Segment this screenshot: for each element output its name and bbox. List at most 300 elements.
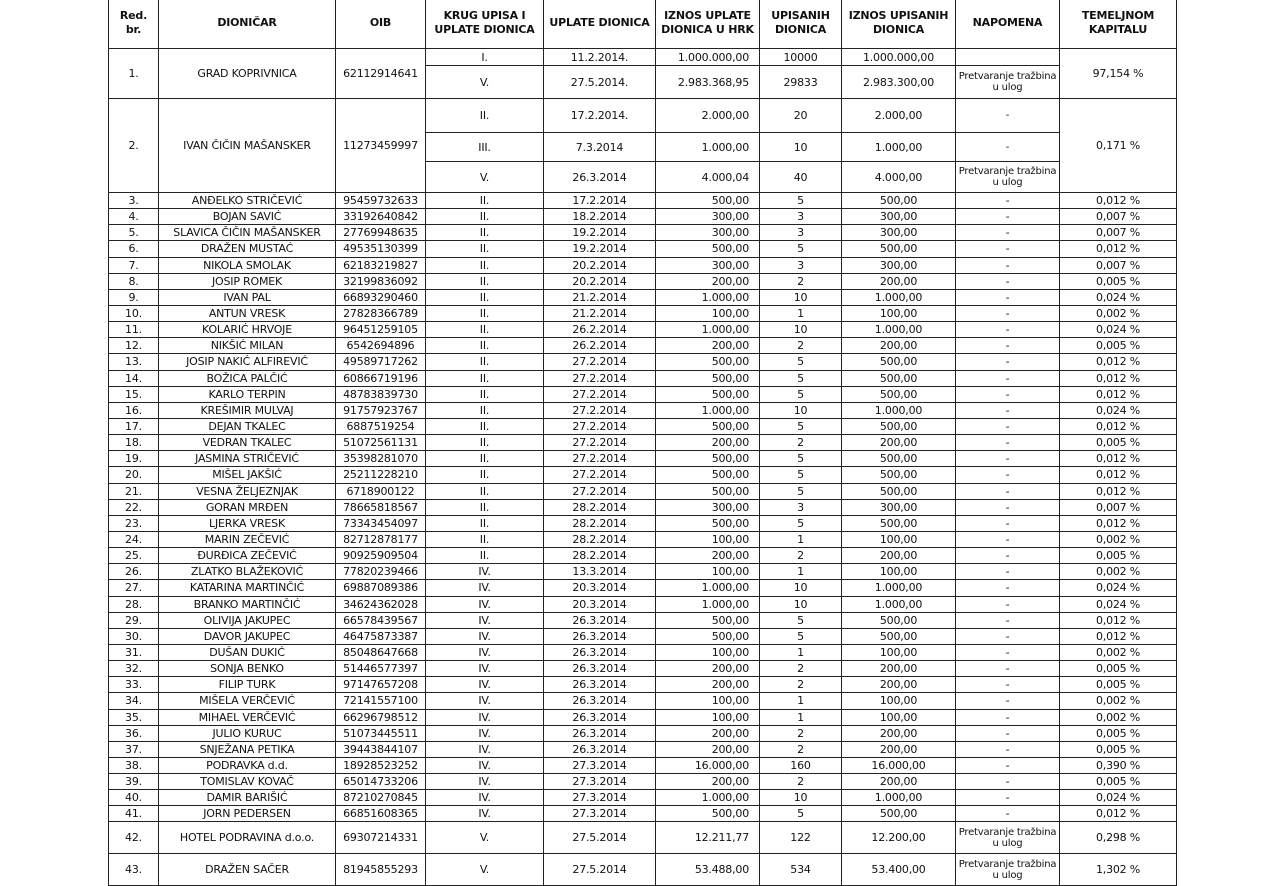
round-cell: II. (426, 418, 544, 434)
row-number: 15. (109, 386, 159, 402)
shares-amount-cell: 500,00 (842, 483, 956, 499)
oib-cell: 51446577397 (336, 661, 426, 677)
header-row (109, 0, 1177, 49)
row-number: 5. (109, 225, 159, 241)
header-datum: UPLATE DIONICA (544, 0, 656, 49)
payment-date-cell: 21.2.2014 (544, 305, 656, 321)
oib-cell: 49589717262 (336, 354, 426, 370)
capital-share-cell: 0,007 % (1060, 257, 1177, 273)
capital-share-cell: 0,005 % (1060, 548, 1177, 564)
payment-date-cell: 26.3.2014 (544, 709, 656, 725)
oib-cell: 51073445511 (336, 725, 426, 741)
note-cell: - (956, 774, 1060, 790)
capital-share-cell: 0,005 % (1060, 338, 1177, 354)
table-row (109, 548, 1177, 564)
shareholder-name: ĐURĐICA ZEČEVIĆ (159, 548, 336, 564)
payment-amount-cell: 200,00 (656, 741, 760, 757)
shares-amount-cell: 100,00 (842, 709, 956, 725)
capital-share-cell: 0,024 % (1060, 289, 1177, 305)
note-cell: - (956, 548, 1060, 564)
row-number: 31. (109, 644, 159, 660)
capital-share-cell: 0,007 % (1060, 225, 1177, 241)
capital-share-cell: 0,005 % (1060, 725, 1177, 741)
round-cell: II. (426, 483, 544, 499)
oib-cell: 6542694896 (336, 338, 426, 354)
shareholder-name: MIŠEL JAKŠIĆ (159, 467, 336, 483)
shares-amount-cell: 300,00 (842, 257, 956, 273)
oib-cell: 69887089386 (336, 580, 426, 596)
table-row (109, 644, 1177, 660)
table-row (109, 273, 1177, 289)
table-row (109, 99, 1177, 133)
row-number: 37. (109, 741, 159, 757)
payment-date-cell: 27.5.2014. (544, 66, 656, 99)
round-cell: IV. (426, 661, 544, 677)
shareholder-name: MARIN ZEČEVIĆ (159, 531, 336, 547)
payment-date-cell: 26.3.2014 (544, 741, 656, 757)
table-row (109, 774, 1177, 790)
payment-amount-cell: 1.000,00 (656, 133, 760, 162)
table-row (109, 386, 1177, 402)
round-cell: II. (426, 225, 544, 241)
oib-cell: 78665818567 (336, 499, 426, 515)
note-cell: - (956, 725, 1060, 741)
shares-amount-cell: 1.000,00 (842, 596, 956, 612)
oib-cell: 87210270845 (336, 790, 426, 806)
payment-amount-cell: 500,00 (656, 612, 760, 628)
oib-cell: 72141557100 (336, 693, 426, 709)
note-cell: - (956, 644, 1060, 660)
shares-count-cell: 2 (760, 661, 842, 677)
payment-date-cell: 27.3.2014 (544, 757, 656, 773)
row-number: 6. (109, 241, 159, 257)
shareholder-name: ZLATKO BLAŽEKOVIĆ (159, 564, 336, 580)
payment-amount-cell: 1.000,00 (656, 790, 760, 806)
table-row (109, 451, 1177, 467)
oib-cell: 96451259105 (336, 322, 426, 338)
payment-amount-cell: 500,00 (656, 241, 760, 257)
shareholder-name: ANĐELKO STRIČEVIĆ (159, 193, 336, 209)
shares-amount-cell: 200,00 (842, 725, 956, 741)
capital-share-cell: 0,005 % (1060, 741, 1177, 757)
shares-count-cell: 10 (760, 402, 842, 418)
shareholder-name: DAMIR BARIŠIĆ (159, 790, 336, 806)
note-cell: - (956, 289, 1060, 305)
note-cell: - (956, 225, 1060, 241)
shares-amount-cell: 200,00 (842, 435, 956, 451)
oib-cell: 60866719196 (336, 370, 426, 386)
note-cell: - (956, 467, 1060, 483)
shareholder-name: DUŠAN DUKIĆ (159, 644, 336, 660)
capital-share-cell: 97,154 % (1060, 49, 1177, 99)
table-row (109, 612, 1177, 628)
shares-count-cell: 29833 (760, 66, 842, 99)
shareholder-name: KOLARIĆ HRVOJE (159, 322, 336, 338)
round-cell: V. (426, 162, 544, 193)
row-number: 36. (109, 725, 159, 741)
shares-amount-cell: 1.000,00 (842, 133, 956, 162)
shares-amount-cell: 500,00 (842, 806, 956, 822)
shareholder-name: JOSIP NAKIĆ ALFIREVIĆ (159, 354, 336, 370)
shareholder-name: JOSIP ROMEK (159, 273, 336, 289)
round-cell: IV. (426, 677, 544, 693)
payment-date-cell: 27.2.2014 (544, 386, 656, 402)
shares-amount-cell: 2.000,00 (842, 99, 956, 133)
oib-cell: 27769948635 (336, 225, 426, 241)
shareholder-name: SONJA BENKO (159, 661, 336, 677)
payment-amount-cell: 200,00 (656, 661, 760, 677)
capital-share-cell: 0,002 % (1060, 644, 1177, 660)
round-cell: II. (426, 305, 544, 321)
oib-cell: 91757923767 (336, 402, 426, 418)
shares-count-cell: 1 (760, 693, 842, 709)
round-cell: I. (426, 49, 544, 66)
shares-count-cell: 1 (760, 531, 842, 547)
row-number: 20. (109, 467, 159, 483)
shares-count-cell: 122 (760, 822, 842, 854)
payment-amount-cell: 53.488,00 (656, 854, 760, 886)
capital-share-cell: 0,007 % (1060, 209, 1177, 225)
payment-date-cell: 27.3.2014 (544, 790, 656, 806)
payment-date-cell: 7.3.2014 (544, 133, 656, 162)
header-red-br: Red. br. (109, 0, 159, 49)
row-number: 3. (109, 193, 159, 209)
round-cell: IV. (426, 596, 544, 612)
oib-cell: 33192640842 (336, 209, 426, 225)
oib-cell: 46475873387 (336, 628, 426, 644)
shares-amount-cell: 100,00 (842, 564, 956, 580)
shareholder-name: KREŠIMIR MULVAJ (159, 402, 336, 418)
note-cell: - (956, 709, 1060, 725)
note-cell: - (956, 531, 1060, 547)
capital-share-cell: 1,302 % (1060, 854, 1177, 886)
round-cell: II. (426, 241, 544, 257)
payment-amount-cell: 500,00 (656, 354, 760, 370)
shareholder-name: PODRAVKA d.d. (159, 757, 336, 773)
shareholder-name: DEJAN TKALEC (159, 418, 336, 434)
shares-count-cell: 5 (760, 515, 842, 531)
row-number: 13. (109, 354, 159, 370)
table-row (109, 418, 1177, 434)
row-number: 9. (109, 289, 159, 305)
round-cell: II. (426, 531, 544, 547)
note-cell: - (956, 564, 1060, 580)
shareholder-name: VEDRAN TKALEC (159, 435, 336, 451)
shareholder-name: DRAŽEN MUSTAĆ (159, 241, 336, 257)
note-cell: - (956, 209, 1060, 225)
shares-count-cell: 10 (760, 790, 842, 806)
capital-share-cell: 0,024 % (1060, 322, 1177, 338)
shares-amount-cell: 1.000,00 (842, 580, 956, 596)
header-udio: TEMELJNOM KAPITALU (1060, 0, 1177, 49)
table-row (109, 241, 1177, 257)
shares-count-cell: 3 (760, 499, 842, 515)
note-cell: Pretvaranje tražbina u ulog (956, 854, 1060, 886)
round-cell: II. (426, 322, 544, 338)
note-cell: - (956, 580, 1060, 596)
row-number: 29. (109, 612, 159, 628)
note-cell: - (956, 515, 1060, 531)
shares-count-cell: 5 (760, 628, 842, 644)
row-number: 39. (109, 774, 159, 790)
oib-cell: 6887519254 (336, 418, 426, 434)
capital-share-cell: 0,390 % (1060, 757, 1177, 773)
round-cell: IV. (426, 757, 544, 773)
shares-count-cell: 5 (760, 451, 842, 467)
round-cell: II. (426, 193, 544, 209)
row-number: 22. (109, 499, 159, 515)
table-row (109, 305, 1177, 321)
capital-share-cell: 0,005 % (1060, 273, 1177, 289)
round-cell: II. (426, 289, 544, 305)
round-cell: IV. (426, 806, 544, 822)
shares-count-cell: 5 (760, 370, 842, 386)
shares-amount-cell: 100,00 (842, 693, 956, 709)
shares-amount-cell: 200,00 (842, 677, 956, 693)
table-row (109, 322, 1177, 338)
capital-share-cell: 0,024 % (1060, 402, 1177, 418)
row-number: 8. (109, 273, 159, 289)
payment-amount-cell: 500,00 (656, 483, 760, 499)
payment-date-cell: 28.2.2014 (544, 548, 656, 564)
oib-cell: 32199836092 (336, 273, 426, 289)
shares-count-cell: 10 (760, 596, 842, 612)
shareholder-name: BOŽICA PALČIĆ (159, 370, 336, 386)
note-cell: - (956, 628, 1060, 644)
round-cell: IV. (426, 580, 544, 596)
table-row (109, 49, 1177, 66)
capital-share-cell: 0,002 % (1060, 709, 1177, 725)
table-row (109, 289, 1177, 305)
table-row (109, 628, 1177, 644)
row-number: 27. (109, 580, 159, 596)
capital-share-cell: 0,012 % (1060, 418, 1177, 434)
row-number: 11. (109, 322, 159, 338)
payment-amount-cell: 500,00 (656, 628, 760, 644)
note-cell: - (956, 354, 1060, 370)
table-row (109, 757, 1177, 773)
row-number: 17. (109, 418, 159, 434)
row-number: 10. (109, 305, 159, 321)
table-row (109, 467, 1177, 483)
shareholder-name: BRANKO MARTINČIĆ (159, 596, 336, 612)
shares-amount-cell: 200,00 (842, 273, 956, 289)
payment-date-cell: 20.2.2014 (544, 273, 656, 289)
payment-date-cell: 17.2.2014. (544, 99, 656, 133)
table-row (109, 709, 1177, 725)
shareholder-name: VESNA ŽELJEZNJAK (159, 483, 336, 499)
shares-count-cell: 2 (760, 435, 842, 451)
oib-cell: 66296798512 (336, 709, 426, 725)
shareholder-table (108, 0, 1177, 886)
shares-amount-cell: 200,00 (842, 741, 956, 757)
capital-share-cell: 0,012 % (1060, 483, 1177, 499)
payment-amount-cell: 100,00 (656, 305, 760, 321)
note-cell: - (956, 322, 1060, 338)
payment-amount-cell: 1.000,00 (656, 322, 760, 338)
oib-cell: 51072561131 (336, 435, 426, 451)
shareholder-name: SLAVICA ČIČIN MAŠANSKER (159, 225, 336, 241)
note-cell: - (956, 402, 1060, 418)
shareholder-name: IVAN PAL (159, 289, 336, 305)
payment-amount-cell: 100,00 (656, 709, 760, 725)
table-row (109, 596, 1177, 612)
capital-share-cell: 0,171 % (1060, 99, 1177, 193)
payment-amount-cell: 1.000,00 (656, 596, 760, 612)
shareholder-name: FILIP TURK (159, 677, 336, 693)
note-cell: - (956, 338, 1060, 354)
row-number: 32. (109, 661, 159, 677)
shareholder-name: JASMINA STRIČEVIĆ (159, 451, 336, 467)
row-number: 4. (109, 209, 159, 225)
shares-amount-cell: 500,00 (842, 467, 956, 483)
round-cell: II. (426, 467, 544, 483)
shares-count-cell: 5 (760, 241, 842, 257)
shares-amount-cell: 500,00 (842, 515, 956, 531)
capital-share-cell: 0,007 % (1060, 499, 1177, 515)
table-row (109, 741, 1177, 757)
oib-cell: 27828366789 (336, 305, 426, 321)
shares-count-cell: 1 (760, 305, 842, 321)
shareholder-name: DRAŽEN SAČER (159, 854, 336, 886)
table-row (109, 435, 1177, 451)
shares-amount-cell: 500,00 (842, 451, 956, 467)
shareholder-name: MIHAEL VERČEVIĆ (159, 709, 336, 725)
round-cell: IV. (426, 709, 544, 725)
shares-count-cell: 2 (760, 338, 842, 354)
note-cell: - (956, 305, 1060, 321)
shares-amount-cell: 200,00 (842, 548, 956, 564)
header-iznos-upisanih: IZNOS UPISANIH DIONICA (842, 0, 956, 49)
round-cell: II. (426, 451, 544, 467)
capital-share-cell: 0,012 % (1060, 628, 1177, 644)
oib-cell: 39443844107 (336, 741, 426, 757)
oib-cell: 62112914641 (336, 49, 426, 99)
payment-amount-cell: 100,00 (656, 531, 760, 547)
oib-cell: 69307214331 (336, 822, 426, 854)
shares-count-cell: 1 (760, 564, 842, 580)
row-number: 43. (109, 854, 159, 886)
payment-date-cell: 27.5.2014 (544, 822, 656, 854)
round-cell: II. (426, 354, 544, 370)
round-cell: II. (426, 257, 544, 273)
round-cell: IV. (426, 564, 544, 580)
capital-share-cell: 0,012 % (1060, 612, 1177, 628)
round-cell: II. (426, 273, 544, 289)
payment-amount-cell: 2.983.368,95 (656, 66, 760, 99)
payment-date-cell: 27.2.2014 (544, 354, 656, 370)
oib-cell: 62183219827 (336, 257, 426, 273)
note-cell: - (956, 386, 1060, 402)
payment-date-cell: 27.2.2014 (544, 467, 656, 483)
shareholder-name: NIKŠIĆ MILAN (159, 338, 336, 354)
payment-amount-cell: 500,00 (656, 806, 760, 822)
payment-date-cell: 27.2.2014 (544, 451, 656, 467)
shares-count-cell: 3 (760, 225, 842, 241)
shares-amount-cell: 53.400,00 (842, 854, 956, 886)
payment-date-cell: 27.3.2014 (544, 774, 656, 790)
row-number: 42. (109, 822, 159, 854)
payment-amount-cell: 200,00 (656, 548, 760, 564)
round-cell: IV. (426, 612, 544, 628)
note-cell: - (956, 99, 1060, 133)
shares-count-cell: 10 (760, 289, 842, 305)
table-row (109, 725, 1177, 741)
shareholder-name: KARLO TERPIN (159, 386, 336, 402)
table-row (109, 822, 1177, 854)
payment-date-cell: 26.2.2014 (544, 322, 656, 338)
round-cell: II. (426, 515, 544, 531)
note-cell: - (956, 435, 1060, 451)
shares-count-cell: 5 (760, 467, 842, 483)
shares-count-cell: 5 (760, 386, 842, 402)
payment-amount-cell: 500,00 (656, 193, 760, 209)
round-cell: V. (426, 854, 544, 886)
row-number: 41. (109, 806, 159, 822)
shares-amount-cell: 500,00 (842, 418, 956, 434)
payment-amount-cell: 200,00 (656, 338, 760, 354)
note-cell: Pretvaranje tražbina u ulog (956, 822, 1060, 854)
payment-amount-cell: 200,00 (656, 725, 760, 741)
note-cell (956, 49, 1060, 66)
oib-cell: 97147657208 (336, 677, 426, 693)
oib-cell: 35398281070 (336, 451, 426, 467)
row-number: 23. (109, 515, 159, 531)
capital-share-cell: 0,002 % (1060, 564, 1177, 580)
row-number: 35. (109, 709, 159, 725)
round-cell: II. (426, 99, 544, 133)
shareholder-name: IVAN ČIČIN MAŠANSKER (159, 99, 336, 193)
capital-share-cell: 0,012 % (1060, 370, 1177, 386)
round-cell: II. (426, 209, 544, 225)
payment-date-cell: 26.3.2014 (544, 725, 656, 741)
capital-share-cell: 0,002 % (1060, 693, 1177, 709)
shares-count-cell: 20 (760, 99, 842, 133)
shares-count-cell: 2 (760, 725, 842, 741)
round-cell: IV. (426, 693, 544, 709)
table-row (109, 677, 1177, 693)
shares-count-cell: 5 (760, 612, 842, 628)
round-cell: IV. (426, 741, 544, 757)
note-cell: - (956, 677, 1060, 693)
shares-count-cell: 2 (760, 774, 842, 790)
shares-amount-cell: 500,00 (842, 386, 956, 402)
payment-date-cell: 26.3.2014 (544, 677, 656, 693)
shares-count-cell: 5 (760, 806, 842, 822)
row-number: 12. (109, 338, 159, 354)
shares-amount-cell: 1.000,00 (842, 322, 956, 338)
shareholder-name: KATARINA MARTINČIĆ (159, 580, 336, 596)
round-cell: II. (426, 402, 544, 418)
table-row (109, 209, 1177, 225)
note-cell: - (956, 661, 1060, 677)
oib-cell: 90925909504 (336, 548, 426, 564)
header-dionicar: DIONIČAR (159, 0, 336, 49)
payment-date-cell: 20.3.2014 (544, 580, 656, 596)
shareholder-name: MIŠELA VERČEVIĆ (159, 693, 336, 709)
payment-date-cell: 26.2.2014 (544, 338, 656, 354)
payment-date-cell: 28.2.2014 (544, 499, 656, 515)
round-cell: V. (426, 822, 544, 854)
shares-amount-cell: 1.000.000,00 (842, 49, 956, 66)
payment-amount-cell: 200,00 (656, 435, 760, 451)
note-cell: - (956, 612, 1060, 628)
payment-amount-cell: 500,00 (656, 451, 760, 467)
table-row (109, 515, 1177, 531)
shares-amount-cell: 500,00 (842, 612, 956, 628)
payment-date-cell: 27.3.2014 (544, 806, 656, 822)
round-cell: II. (426, 499, 544, 515)
